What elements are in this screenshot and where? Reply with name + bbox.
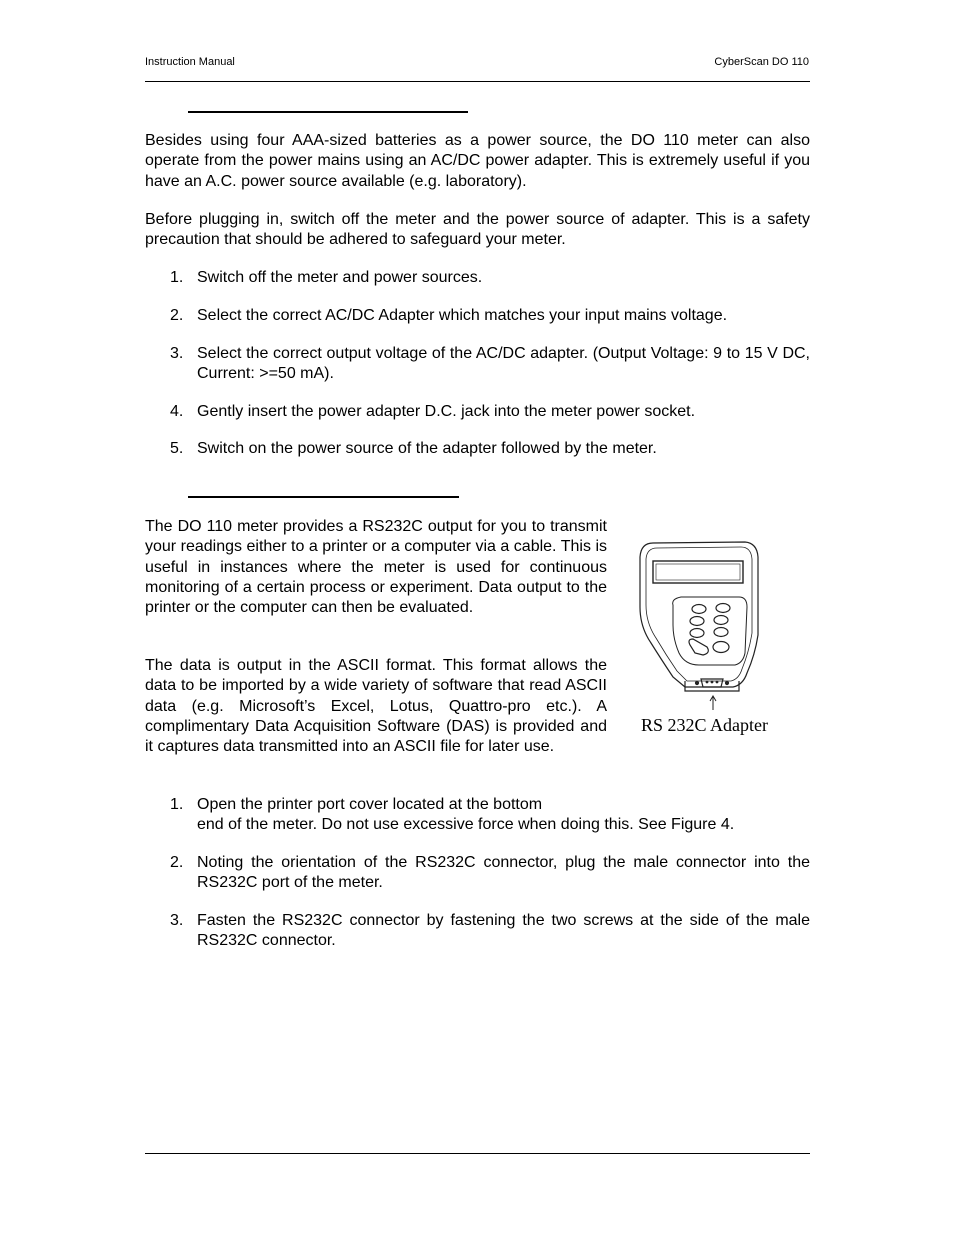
section1-heading-underline [188, 111, 468, 113]
step-number: 1. [170, 269, 184, 286]
page-header [145, 55, 809, 71]
step-number: 3. [170, 345, 184, 362]
step-text: Fasten the RS232C connector by fastening the two screws at the side of the male RS232C connector. [197, 912, 810, 950]
step-number: 3. [170, 912, 184, 929]
header-product-name: CyberScan DO 110 [714, 56, 809, 68]
step-text: Noting the orientation of the RS232C connector, plug the male connector into the RS232C port of the meter. [197, 854, 810, 892]
step-number: 2. [170, 854, 184, 871]
header-rule [145, 81, 810, 82]
section1-paragraph-1: Besides using four AAA-sized batteries as a power source, the DO 110 meter can also operate from the power mains using an AC/DC power adapter. This is extremely useful if you have an A.C. power source available (e.g. laboratory). [145, 132, 810, 190]
step-text-line-2: end of the meter. Do not use excessive force when doing this. See Figure 4. [197, 816, 735, 834]
step-text: Select the correct output voltage of the AC/DC adapter. (Output Voltage: 9 to 15 V DC, Current: >=50 mA). [197, 345, 810, 383]
step-text [197, 795, 810, 836]
step-number: 5. [170, 440, 184, 457]
step-text-line-1: Open the printer port cover located at the bottom [197, 796, 543, 813]
section2-heading-underline [188, 496, 459, 498]
step-text: Gently insert the power adapter D.C. jack into the meter power socket. [197, 403, 696, 420]
section2-paragraph-1: The DO 110 meter provides a RS232C output for you to transmit your readings either to a printer or a computer via a cable. This is useful in instances where the meter is used for continuous monitoring of a certain process or experiment. Data output to the printer or the computer can then be evaluated. [145, 518, 607, 617]
header-manual-title: Instruction Manual [145, 56, 235, 68]
step-number: 4. [170, 403, 184, 420]
section2-paragraph-2: The data is output in the ASCII format. This format allows the data to be imported by a wide variety of software that read ASCII data (e.g. Microsoft’s Excel, Lotus, Quattro-pro etc.). A complimentary Data Acquisition Software (DAS) is provided and it captures data transmitted into an ASCII file for later use. [145, 657, 607, 756]
step-number: 1. [170, 796, 184, 813]
step-text: Switch off the meter and power sources. [197, 269, 483, 286]
footer-rule [145, 1153, 810, 1154]
step-text: Switch on the power source of the adapter followed by the meter. [197, 440, 657, 457]
section1-paragraph-2: Before plugging in, switch off the meter and the power source of adapter. This is a safety precaution that should be adhered to safeguard your meter. [145, 211, 810, 249]
step-number: 2. [170, 307, 184, 324]
step-text: Select the correct AC/DC Adapter which matches your input mains voltage. [197, 307, 728, 324]
figure-caption: RS 232C Adapter [641, 715, 769, 735]
meter-illustration [635, 535, 795, 740]
